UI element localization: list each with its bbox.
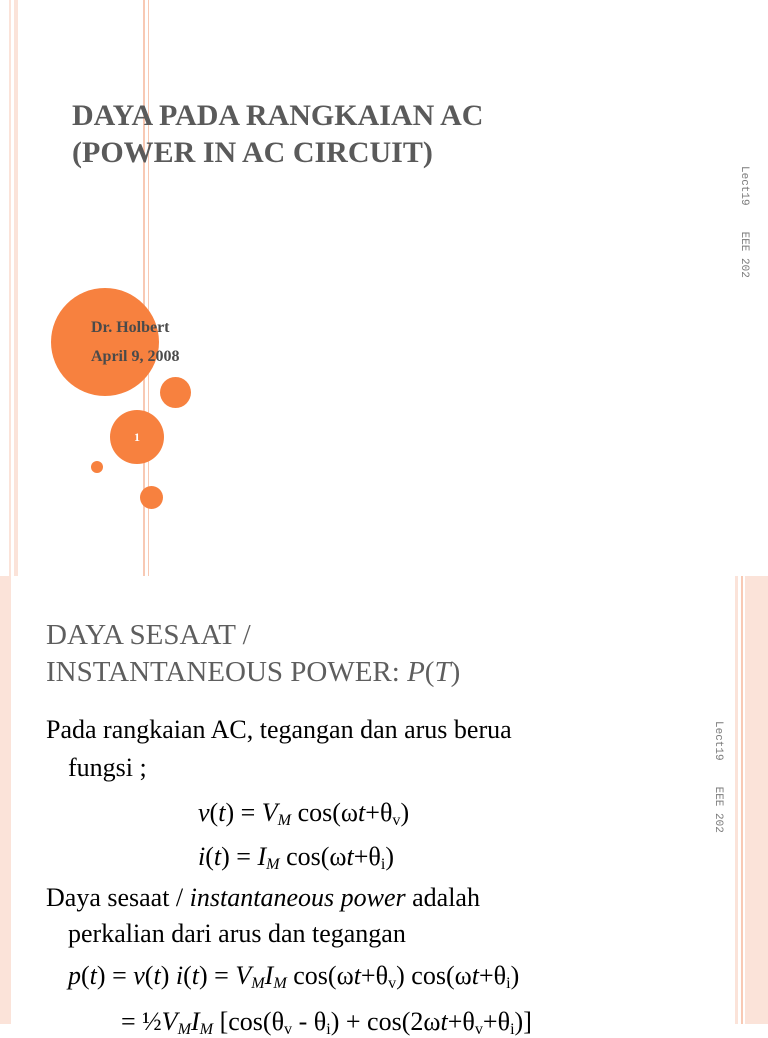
decor-circle-small (91, 461, 103, 473)
decor-circle (160, 377, 191, 408)
footer-lecture: Lect19 (738, 166, 750, 206)
footer-lecture: Lect19 (712, 721, 724, 761)
body-line: Pada rangkaian AC, tegangan dan arus berua (46, 715, 512, 744)
slide-title-line: DAYA SESAAT / (46, 619, 251, 651)
slide-footer (712, 721, 724, 833)
slide-footer (738, 166, 750, 278)
slide-title (46, 617, 686, 691)
current-equation: $i(t) = I_M$ $\cos(\omega t+\theta_i)$ (198, 842, 395, 873)
slide-title (72, 97, 692, 171)
slide-title-line: (POWER IN AC CIRCUIT) (72, 136, 433, 169)
decor-line (745, 576, 768, 1024)
power-equation-cont: = $\frac{1}{2}V_MI_M$ $[\cos(\theta_v - \theta_i) + \cos(2\omega t+\theta_v+\theta_i)]$ (121, 1007, 532, 1038)
page-number: 1 (134, 429, 140, 444)
author-block (91, 313, 179, 371)
presentation-date: April 9, 2008 (91, 348, 180, 365)
decor-line (741, 576, 743, 1024)
decor-line (735, 576, 738, 1024)
footer-course: EEE 202 (738, 231, 750, 278)
power-equation: p(t) = v(t) $i(t) = V_MI_M$ $\cos(\omega t+\theta_v)$ $\cos(\omega t+\theta_i)$ (68, 961, 520, 992)
body-line: fungsi ; (68, 753, 147, 782)
footer-course: EEE 202 (712, 786, 724, 833)
decor-line (14, 0, 18, 576)
body-line: perkalian dari arus dan tegangan (68, 919, 406, 948)
author-name: Dr. Holbert (91, 319, 170, 336)
decor-circle (140, 486, 163, 509)
voltage-equation: $v(t) = V_M$ $\cos(\omega t+\theta_v)$ (198, 798, 410, 829)
body-line: Daya sesaat / instantaneous power adalah (46, 883, 480, 912)
slide-title-line: DAYA PADA RANGKAIAN AC (72, 99, 484, 132)
decor-line (0, 576, 11, 1024)
decor-line (9, 0, 11, 576)
slide-title-line: INSTANTANEOUS POWER: P(T) (46, 656, 461, 688)
